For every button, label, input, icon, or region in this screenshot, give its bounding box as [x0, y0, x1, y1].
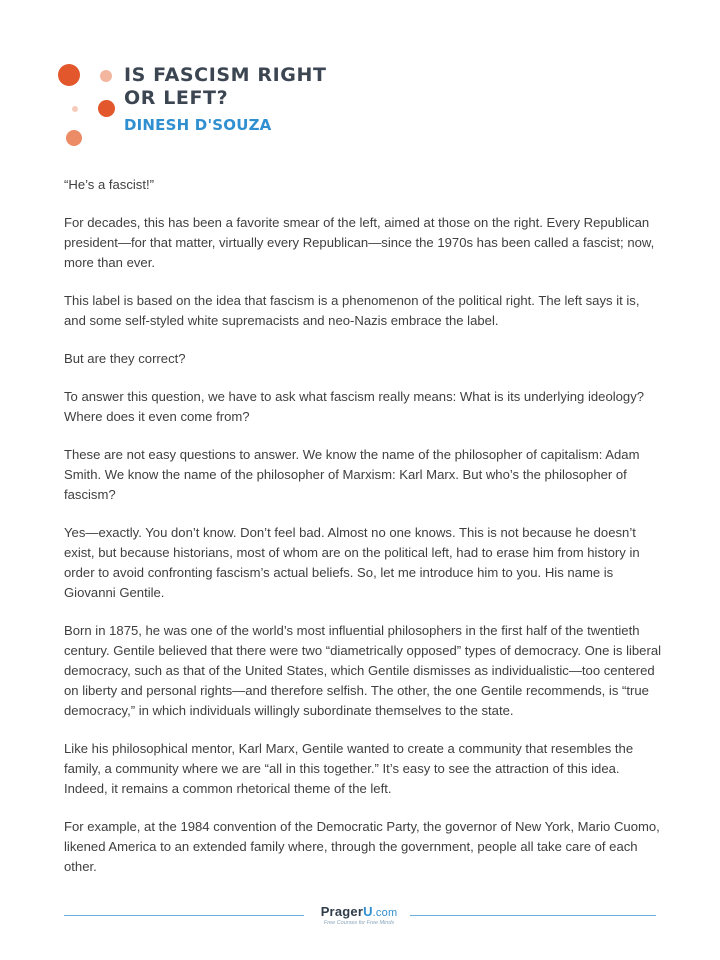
paragraph: For example, at the 1984 convention of the Democratic Party, the governor of New York, Mario Cuomo, likened America to an extended family where, through the government, people all take care of each other.	[64, 819, 660, 874]
paragraph: Yes—exactly. You don’t know. Don’t feel bad. Almost no one knows. This is not because he doesn’t exist, but because historians, most of whom are on the political left, had to erase him from history in order to avoid confronting fascism’s actual beliefs. So, let me introduce him to you. His name is Giovanni Gentile.	[64, 525, 640, 600]
paragraph: To answer this question, we have to ask what fascism really means: What is its underlying ideology? Where does it even come from?	[64, 389, 645, 424]
author-name: DINESH D'SOUZA	[124, 116, 272, 134]
title-line-1: IS FASCISM RIGHT	[124, 64, 327, 86]
footer-divider-right	[410, 915, 656, 916]
paragraph: These are not easy questions to answer. We know the name of the philosopher of capitalism: Adam Smith. We know the name of the philosopher of Marxism: Karl Marx. But who’s the philosopher of fascism?	[64, 447, 640, 502]
paragraph: Like his philosophical mentor, Karl Marx, Gentile wanted to create a community that resembles the family, a community where we are “all in this together.” It’s easy to see the attraction of this idea. Indeed, it remains a common rhetorical theme of the left.	[64, 741, 634, 796]
dot-large-top	[58, 64, 80, 86]
dot-medium-middle	[98, 100, 115, 117]
logo-dots	[58, 62, 122, 158]
dot-small-top	[100, 70, 112, 82]
brand-name: PragerU.com	[320, 904, 398, 919]
dot-tiny-middle	[72, 106, 78, 112]
prageru-logo	[312, 904, 406, 926]
paragraph: Born in 1875, he was one of the world’s most influential philosophers in the first half of the twentieth century. Gentile believed that there were two “diametrically opposed” types of democracy. One is liberal democracy, such as that of the United States, which Gentile dismisses as individualistic—too centered on liberty and personal rights—and therefore selfish. The other, the one Gentile recommends, is “true democracy,” in which individuals willingly subordinate themselves to the state.	[64, 623, 662, 718]
paragraph: “He’s a fascist!”	[64, 177, 154, 192]
brand-tagline: Free Courses for Free Minds	[323, 920, 395, 926]
title-line-2: OR LEFT?	[124, 87, 229, 109]
paragraph: This label is based on the idea that fascism is a phenomenon of the political right. The left says it is, and some self-styled white supremacists and neo-Nazis embrace the label.	[64, 293, 640, 328]
footer-divider-left	[64, 915, 304, 916]
document-title	[124, 64, 327, 110]
dot-bottom	[66, 130, 82, 146]
paragraph: But are they correct?	[64, 351, 186, 366]
article-body	[64, 175, 664, 895]
paragraph: For decades, this has been a favorite smear of the left, aimed at those on the right. Every Republican president—for that matter, virtually every Republican—since the 1970s has been called a fascist; now, more than ever.	[64, 215, 655, 270]
